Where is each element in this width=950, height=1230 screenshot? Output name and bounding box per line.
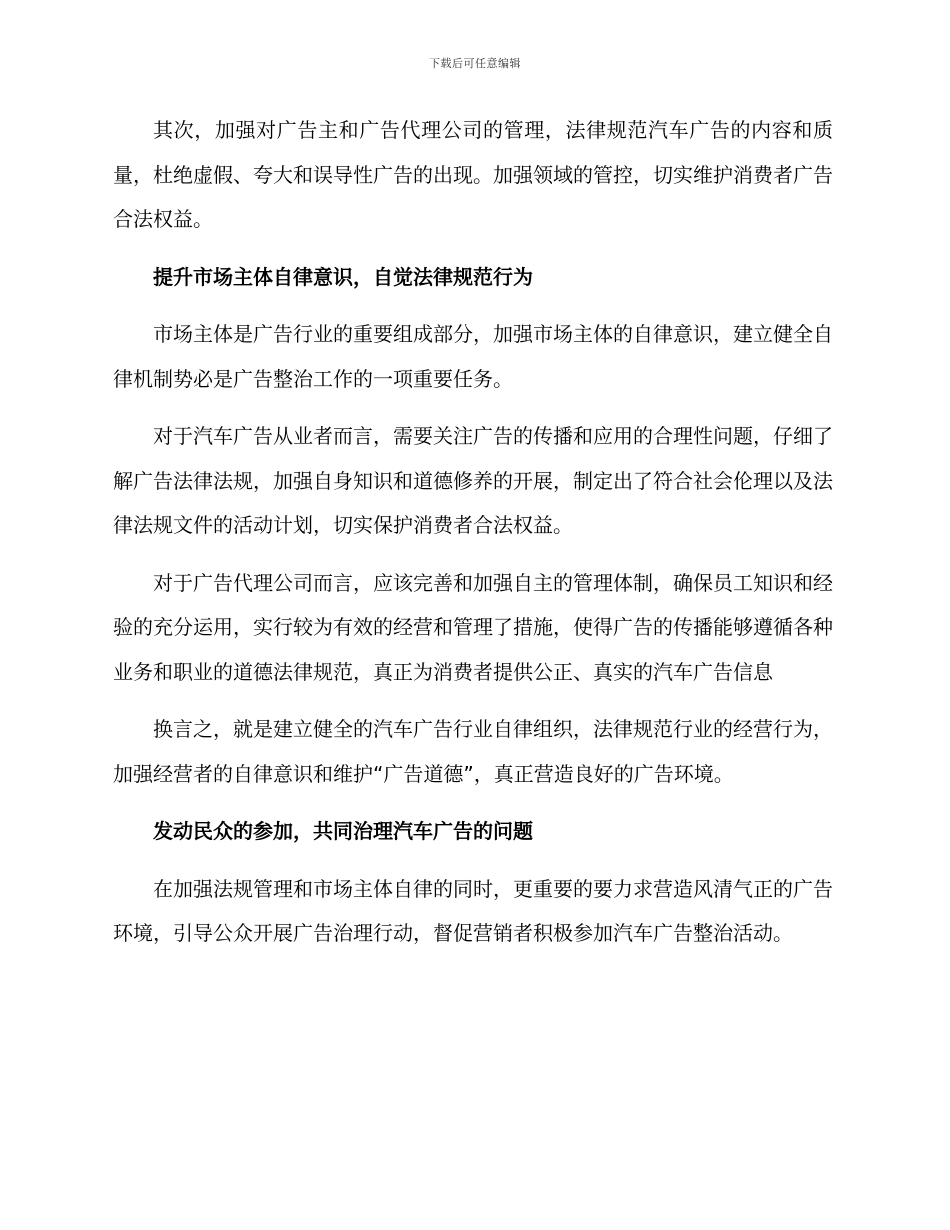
section-heading-self-discipline: 提升市场主体自律意识，自觉法律规范行为 xyxy=(153,264,533,289)
document-body xyxy=(113,108,833,969)
paragraph-public-action: 在加强法规管理和市场主体自律的同时，更重要的要力求营造风清气正的广告环境，引导公众开展广告治理行动，督促营销者积极参加汽车广告整治活动。 xyxy=(113,876,833,945)
paragraph-agencies: 对于广告代理公司而言，应该完善和加强自主的管理体制，确保员工知识和经验的充分运用，实行较为有效的经营和管理了措施，使得广告的传播能够遵循各种业务和职业的道德法律规范，真正为消费者提供公正、真实的汽车广告信息 xyxy=(113,570,833,684)
paragraph-market-subject: 市场主体是广告行业的重要组成部分，加强市场主体的自律意识，建立健全自律机制势必是广告整治工作的一项重要任务。 xyxy=(113,322,833,391)
page-header: 下载后可任意编辑 xyxy=(429,57,521,70)
paragraph-practitioners: 对于汽车广告从业者而言，需要关注广告的传播和应用的合理性问题，仔细了解广告法律法规，加强自身知识和道德修养的开展，制定出了符合社会伦理以及法律法规文件的活动计划，切实保护消费者合法权益。 xyxy=(113,424,833,537)
paragraph-management: 其次，加强对广告主和广告代理公司的管理，法律规范汽车广告的内容和质量，杜绝虚假、夸大和误导性广告的出现。加强领域的管控，切实维护消费者广告合法权益。 xyxy=(113,118,833,231)
section-heading-public-participation: 发动民众的参加，共同治理汽车广告的问题 xyxy=(153,819,533,843)
paragraph-in-other-words: 换言之，就是建立健全的汽车广告行业自律组织，法律规范行业的经营行为，加强经营者的自律意识和维护“广告道德”，真正营造良好的广告环境。 xyxy=(113,717,833,786)
